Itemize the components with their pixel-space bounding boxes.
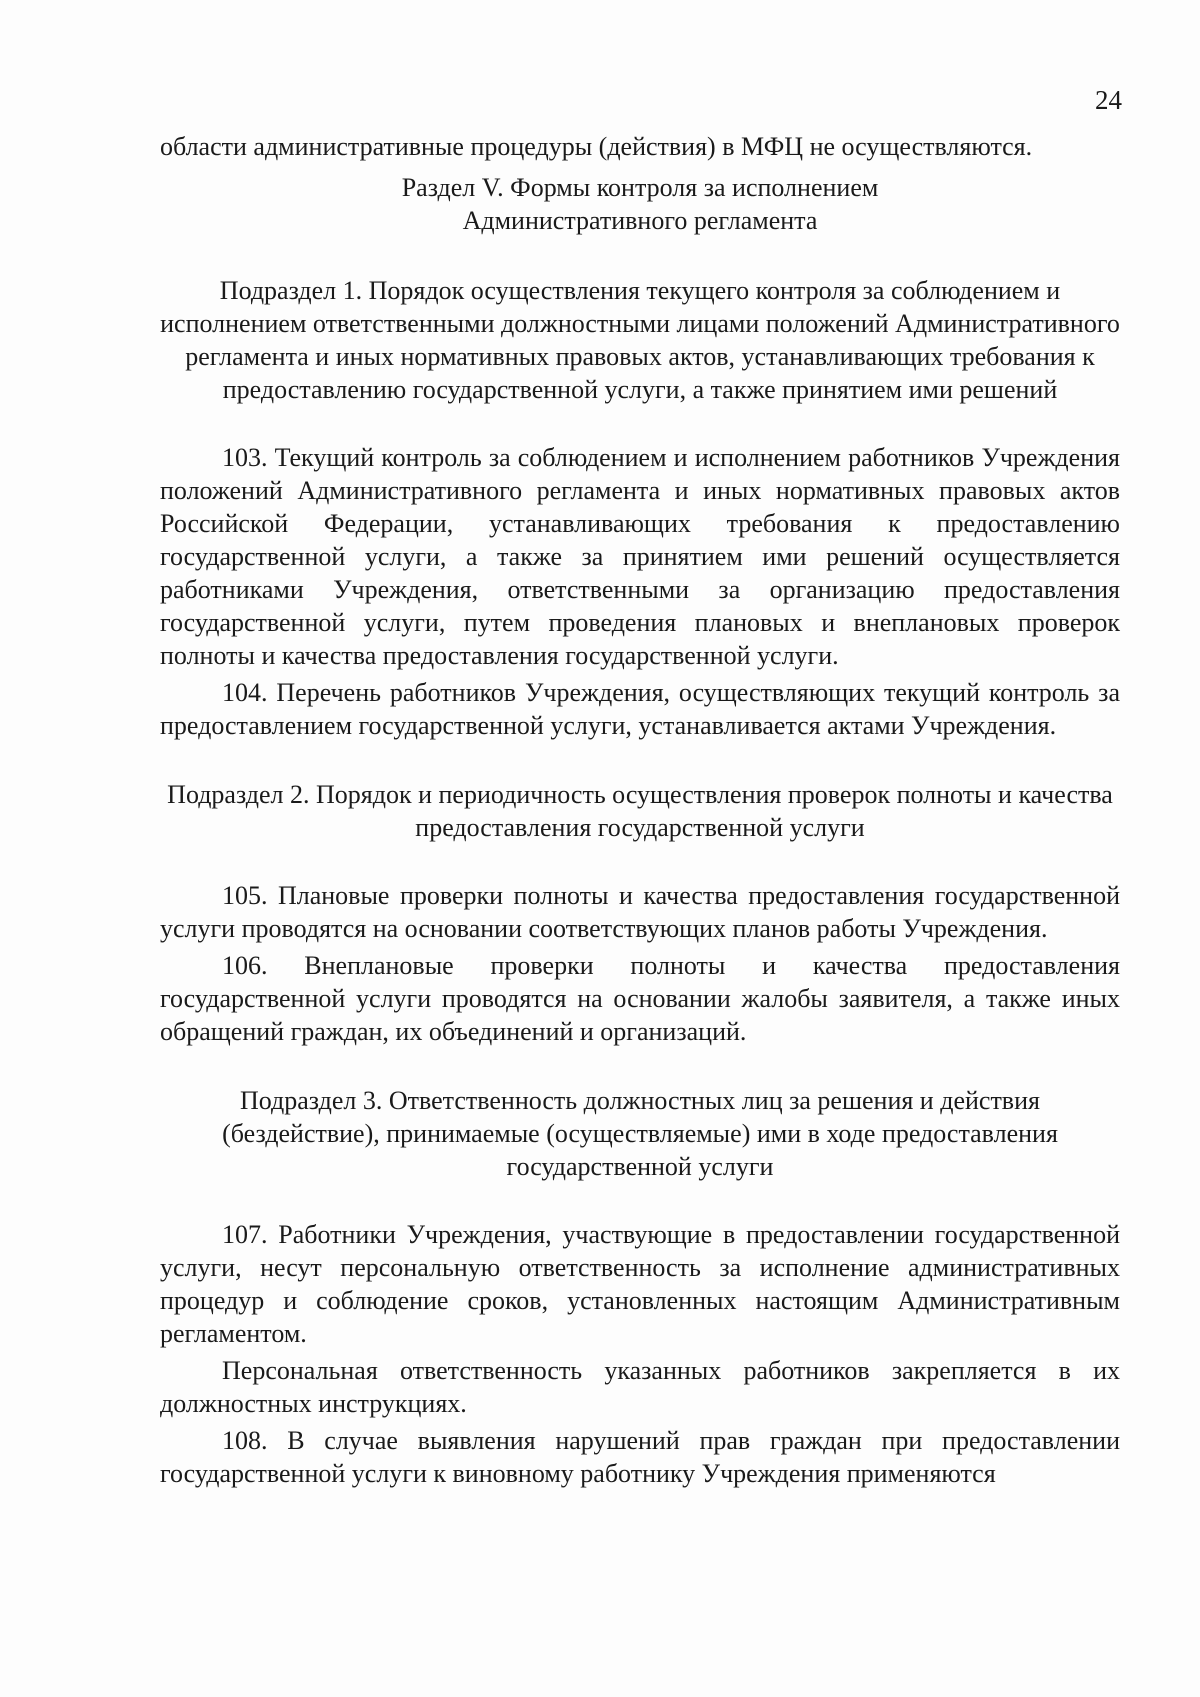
paragraph-104: 104. Перечень работников Учреждения, осуществляющих текущий контроль за предоставлением государственной услуги, устанавливается актами Учреждения. [160, 678, 1120, 740]
subsection2-title: Подраздел 2. Порядок и периодичность осуществления проверок полноты и качества предоставления государственной услуги [167, 780, 1113, 842]
intro-paragraph: области административные процедуры (действия) в МФЦ не осуществляются. [160, 132, 1033, 161]
paragraph-108: 108. В случае выявления нарушений прав граждан при предоставлении государственной услуги к виновному работнику Учреждения применяются [160, 1426, 1120, 1488]
paragraph-103: 103. Текущий контроль за соблюдением и исполнением работников Учреждения положений Административного регламента и иных нормативных правовых актов Российской Федерации, устанавливающих требования к предоставлению государственной услуги, а также за принятием ими решений осуществляется работниками Учреждения, ответственными за организацию предоставления государственной услуги, путем проведения плановых и внеплановых проверок полноты и качества предоставления государственной услуги. [160, 443, 1120, 670]
paragraph-107-responsibility: Персональная ответственность указанных работников закрепляется в их должностных инструкциях. [160, 1356, 1120, 1418]
page-number: 24 [1095, 85, 1122, 115]
paragraph-107: 107. Работники Учреждения, участвующие в предоставлении государственной услуги, несут персональную ответственность за исполнение административных процедур и соблюдение сроков, установленных настоящим Административным регламентом. [160, 1220, 1120, 1348]
document-body [160, 130, 1120, 1490]
subsection1-title: Подраздел 1. Порядок осуществления текущего контроля за соблюдением и исполнением ответственными должностными лицами положений Административного регламента и иных нормативных правовых актов, устанавливающих требования к предоставлению государственной услуги, а также принятием ими решений [160, 276, 1120, 404]
subsection3-title: Подраздел 3. Ответственность должностных лиц за решения и действия (бездействие), принимаемые (осуществляемые) ими в ходе предоставления государственной услуги [222, 1086, 1058, 1181]
section-title-line2: Административного регламента [462, 206, 818, 235]
section-title-line1: Раздел V. Формы контроля за исполнением [401, 173, 879, 202]
paragraph-106: 106. Внеплановые проверки полноты и качества предоставления государственной услуги проводятся на основании жалобы заявителя, а также иных обращений граждан, их объединений и организаций. [160, 951, 1120, 1046]
section-title [160, 171, 1120, 237]
paragraph-105: 105. Плановые проверки полноты и качества предоставления государственной услуги проводятся на основании соответствующих планов работы Учреждения. [160, 881, 1120, 943]
